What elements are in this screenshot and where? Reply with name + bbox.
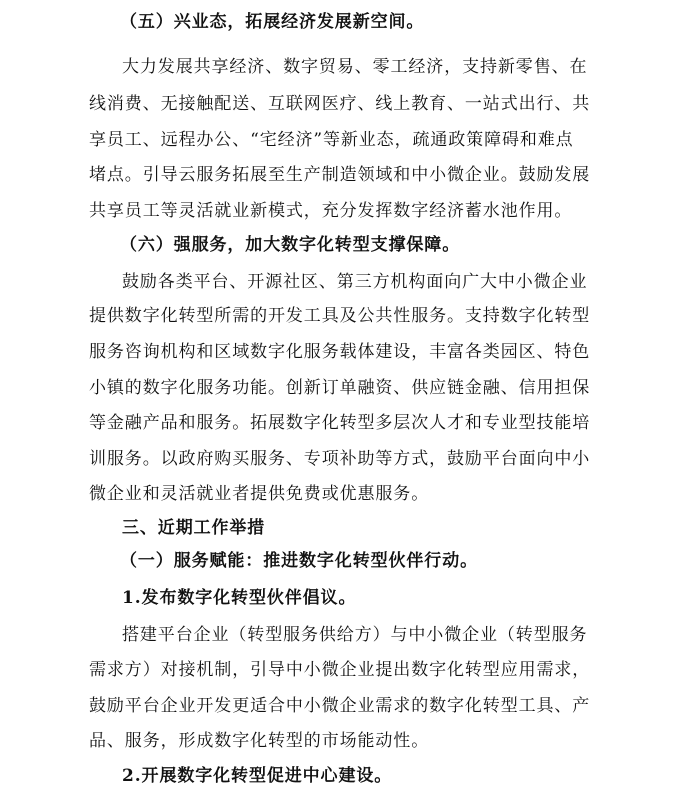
paragraph-line: 堵点。引导云服务拓展至生产制造领域和中小微企业。鼓励发展 [89,165,591,185]
paragraph-line: 鼓励各类平台、开源社区、第三方机构面向广大中小微企业 [122,272,588,292]
paragraph-line: 需求方）对接机制，引导中小微企业提出数字化转型应用需求， [89,660,591,680]
item-heading-2: 2.开展数字化转型促进中心建设。 [122,766,393,786]
subsection-heading-1: （一）服务赋能：推进数字化转型伙伴行动。 [120,551,478,571]
paragraph-line: 大力发展共享经济、数字贸易、零工经济，支持新零售、在 [122,57,588,77]
item-heading-1: 1.发布数字化转型伙伴倡议。 [122,588,357,608]
paragraph-line: 训服务。以政府购买服务、专项补助等方式，鼓励平台面向中小 [89,449,591,469]
paragraph-line: 微企业和灵活就业者提供免费或优惠服务。 [89,484,430,504]
paragraph-line: 品、服务，形成数字化转型的市场能动性。 [89,731,430,751]
paragraph-line: 等金融产品和服务。拓展数字化转型多层次人才和专业型技能培 [89,413,591,433]
paragraph-line: 线消费、无接触配送、互联网医疗、线上教育、一站式出行、共 [89,94,591,114]
section-heading-6: （六）强服务，加大数字化转型支撑保障。 [120,235,461,255]
paragraph-line: 提供数字化转型所需的开发工具及公共性服务。支持数字化转型 [89,306,591,326]
paragraph-line: 共享员工等灵活就业新模式，充分发挥数字经济蓄水池作用。 [89,201,573,221]
chapter-heading-3: 三、近期工作举措 [122,518,266,538]
paragraph-line: 小镇的数字化服务功能。创新订单融资、供应链金融、信用担保 [89,378,591,398]
paragraph-line: 服务咨询机构和区域数字化服务载体建设，丰富各类园区、特色 [89,342,591,362]
paragraph-line: 鼓励平台企业开发更适合中小微企业需求的数字化转型工具、产 [89,696,591,716]
section-heading-5: （五）兴业态，拓展经济发展新空间。 [120,12,425,32]
paragraph-line: 搭建平台企业（转型服务供给方）与中小微企业（转型服务 [122,625,588,645]
paragraph-line: 享员工、远程办公、“宅经济”等新业态，疏通政策障碍和难点 [89,130,574,150]
